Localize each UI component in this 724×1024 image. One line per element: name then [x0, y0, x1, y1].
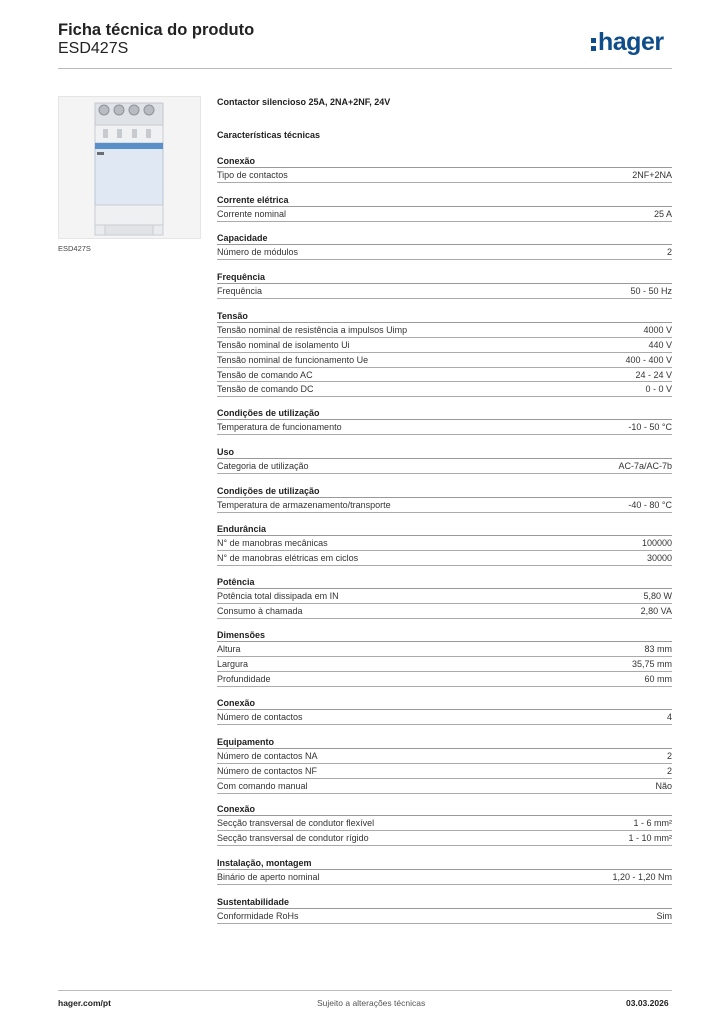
header-divider	[58, 68, 672, 69]
spec-row	[217, 672, 672, 687]
spec-row	[217, 207, 672, 222]
spec-label: Binário de aperto nominal	[217, 872, 320, 882]
spec-row	[217, 353, 672, 368]
spec-row	[217, 764, 672, 779]
spec-value: AC-7a/AC-7b	[618, 461, 672, 471]
spec-row	[217, 779, 672, 794]
spec-label: Categoria de utilização	[217, 461, 309, 471]
spec-row	[217, 284, 672, 299]
spec-group	[217, 522, 672, 566]
spec-group	[217, 270, 672, 299]
spec-value: 4000 V	[643, 325, 672, 335]
spec-label: Tipo de contactos	[217, 170, 288, 180]
spec-value: 83 mm	[644, 644, 672, 654]
group-title: Instalação, montagem	[217, 856, 672, 870]
spec-label: N° de manobras mecânicas	[217, 538, 328, 548]
spec-value: 5,80 W	[643, 591, 672, 601]
group-title: Corrente elétrica	[217, 193, 672, 207]
document-title: Ficha técnica do produto	[58, 21, 255, 39]
spec-label: N° de manobras elétricas em ciclos	[217, 552, 359, 563]
footer-website: hager.com/pt	[58, 998, 111, 1008]
spec-value: 2	[666, 751, 672, 761]
spec-label: Secção transversal de condutor rígido	[217, 832, 369, 843]
spec-value: 60 mm	[644, 673, 672, 684]
spec-value: 25 A	[653, 209, 672, 219]
spec-row	[217, 420, 672, 435]
spec-value: 400 - 400 V	[625, 354, 672, 365]
spec-label: Corrente nominal	[217, 209, 287, 219]
group-title: Conexão	[217, 154, 672, 168]
group-title: Conexão	[217, 802, 672, 816]
spec-value: 1 - 6 mm²	[633, 818, 672, 828]
group-title: Frequência	[217, 270, 672, 284]
group-title: Conexão	[217, 696, 672, 710]
spec-label: Frequência	[217, 286, 263, 296]
spec-group	[217, 193, 672, 222]
spec-label: Temperatura de funcionamento	[217, 422, 342, 432]
spec-value: Sim	[656, 911, 672, 921]
spec-label: Com comando manual	[217, 780, 308, 791]
spec-row	[217, 642, 672, 657]
spec-label: Número de módulos	[217, 247, 299, 257]
spec-group	[217, 231, 672, 260]
logo-colon-icon	[591, 35, 596, 51]
spec-label: Potência total dissipada em IN	[217, 591, 339, 601]
spec-group	[217, 154, 672, 183]
image-caption: ESD427S	[58, 244, 91, 253]
group-title: Capacidade	[217, 231, 672, 245]
footer-divider	[58, 990, 672, 991]
spec-row	[217, 459, 672, 474]
spec-row	[217, 657, 672, 672]
spec-row	[217, 710, 672, 725]
logo-text: hager	[598, 28, 664, 56]
spec-group	[217, 628, 672, 687]
spec-value: -40 - 80 °C	[628, 500, 672, 510]
spec-group	[217, 856, 672, 885]
spec-value: 2,80 VA	[640, 605, 672, 616]
spec-label: Largura	[217, 658, 249, 669]
spec-group	[217, 575, 672, 619]
spec-group	[217, 309, 672, 397]
spec-value: 1,20 - 1,20 Nm	[612, 872, 672, 882]
group-title: Equipamento	[217, 735, 672, 749]
spec-label: Profundidade	[217, 673, 271, 684]
spec-row	[217, 831, 672, 846]
section-heading: Características técnicas	[217, 130, 321, 140]
spec-row	[217, 749, 672, 764]
spec-group	[217, 802, 672, 846]
spec-row	[217, 245, 672, 260]
spec-row	[217, 498, 672, 513]
spec-value: 4	[666, 712, 672, 722]
spec-value: 50 - 50 Hz	[630, 286, 672, 296]
spec-value: Não	[655, 780, 672, 791]
spec-value: -10 - 50 °C	[628, 422, 672, 432]
spec-label: Altura	[217, 644, 241, 654]
spec-label: Secção transversal de condutor flexível	[217, 818, 375, 828]
spec-row	[217, 870, 672, 885]
spec-label: Tensão nominal de funcionamento Ue	[217, 354, 369, 365]
spec-value: 2	[666, 765, 672, 776]
spec-label: Conformidade RoHs	[217, 911, 299, 921]
spec-label: Consumo à chamada	[217, 605, 303, 616]
spec-group	[217, 406, 672, 435]
group-title: Dimensões	[217, 628, 672, 642]
product-reference: ESD427S	[58, 40, 129, 57]
spec-row	[217, 551, 672, 566]
footer-disclaimer: Sujeito a alterações técnicas	[317, 998, 426, 1008]
spec-row	[217, 589, 672, 604]
spec-label: Tensão nominal de isolamento Ui	[217, 339, 350, 350]
spec-group	[217, 735, 672, 794]
group-title: Sustentabilidade	[217, 895, 672, 909]
spec-group	[217, 895, 672, 924]
spec-label: Temperatura de armazenamento/transporte	[217, 500, 391, 510]
hager-logo	[591, 28, 664, 56]
spec-row	[217, 909, 672, 924]
group-title: Condições de utilização	[217, 484, 672, 498]
spec-value: 0 - 0 V	[645, 384, 672, 395]
spec-label: Tensão de comando DC	[217, 384, 314, 395]
spec-label: Tensão nominal de resistência a impulsos Uimp	[217, 325, 408, 335]
product-title: Contactor silencioso 25A, 2NA+2NF, 24V	[217, 97, 391, 107]
spec-value: 24 - 24 V	[635, 369, 672, 380]
spec-group	[217, 445, 672, 474]
group-title: Uso	[217, 445, 672, 459]
spec-value: 30000	[646, 552, 672, 563]
spec-label: Número de contactos NF	[217, 765, 318, 776]
spec-row	[217, 323, 672, 338]
spec-group	[217, 696, 672, 725]
spec-row	[217, 382, 672, 397]
group-title: Condições de utilização	[217, 406, 672, 420]
group-title: Potência	[217, 575, 672, 589]
group-title: Tensão	[217, 309, 672, 323]
spec-row	[217, 536, 672, 551]
spec-row	[217, 604, 672, 619]
spec-label: Tensão de comando AC	[217, 369, 313, 380]
spec-value: 35,75 mm	[631, 658, 672, 669]
spec-group	[217, 484, 672, 513]
spec-row	[217, 338, 672, 353]
spec-label: Número de contactos	[217, 712, 303, 722]
spec-label: Número de contactos NA	[217, 751, 318, 761]
product-image	[58, 96, 201, 239]
spec-value: 2	[666, 247, 672, 257]
spec-value: 100000	[641, 538, 672, 548]
spec-value: 440 V	[648, 339, 672, 350]
spec-row	[217, 368, 672, 383]
footer-date: 03.03.2026	[626, 998, 669, 1008]
contactor-illustration	[59, 97, 200, 238]
spec-row	[217, 168, 672, 183]
spec-row	[217, 816, 672, 831]
spec-value: 1 - 10 mm²	[628, 832, 672, 843]
group-title: Endurância	[217, 522, 672, 536]
spec-value: 2NF+2NA	[632, 170, 672, 180]
